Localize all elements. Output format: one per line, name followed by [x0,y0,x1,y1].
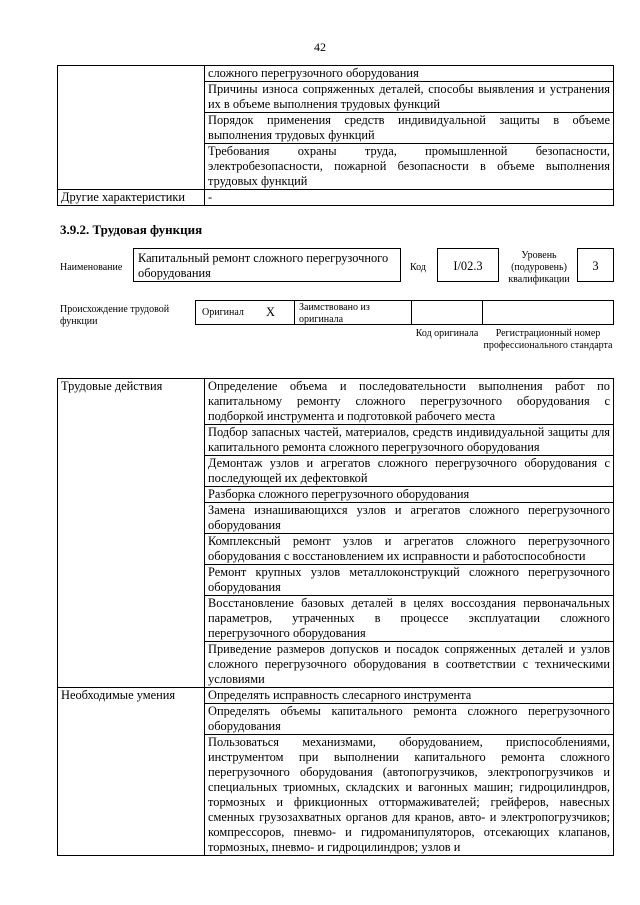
original-mark: X [266,305,275,319]
code-original-box [411,300,483,325]
labor-action-item: Ремонт крупных узлов металлоконструкций сложного перегрузочного оборудования [205,565,614,596]
labor-action-item: Разборка сложного перегрузочного оборудования [205,487,614,503]
other-characteristics-label: Другие характеристики [58,190,205,206]
other-characteristics-value: - [205,190,614,206]
code-original-label: Код оригинала [415,328,479,339]
labor-actions-label: Трудовые действия [58,379,205,688]
labor-action-item: Замена изнашивающихся узлов и агрегатов сложного перегрузочного оборудования [205,503,614,534]
reg-number-label: Регистрационный номер профессионального стандарта [483,328,613,351]
labor-action-item: Восстановление базовых деталей в целях воссоздания первоначальных параметров, утраченных в процессе эксплуатации сложного перегрузочного оборудования [205,596,614,642]
labor-action-item: Комплексный ремонт узлов и агрегатов сложного перегрузочного оборудования с восстановлением их исправности и работоспособности [205,534,614,565]
code-label: Код [410,262,426,273]
labor-action-item: Приведение размеров допусков и посадок сопряженных деталей и узлов сложного перегрузочного оборудования в соответствии с техническими условиями [205,642,614,688]
origin-label: Происхождение трудовой функции [60,304,170,327]
original-box [195,300,295,325]
required-skills-label: Необходимые умения [58,688,205,856]
skill-item: Пользоваться механизмами, оборудованием, приспособлениями, инструментом при выполнении капитального ремонта сложного перегрузочного оборудования (автопогрузчиков, электропогрузчиков и специальных триомных, складских и вагонных машин; гидроцилиндров, тормозных и фрикционных оттормаживателей; грейферов, навесных сменных грузозахватных органов для кранов, авто- и электропогрузчиков; компрессоров, пневмо- и гидроманипуляторов, отсекающих клапанов, тормозных, пневмо- и гидроцилиндров; узлов и [205,735,614,856]
table-cell-item: Требования охраны труда, промышленной безопасности, электробезопасности, пожарной безопасности в объеме выполнения трудовых функций [205,144,614,190]
function-name-value: Капитальный ремонт сложного перегрузочного оборудования [133,248,401,282]
skill-item: Определять объемы капитального ремонта сложного перегрузочного оборудования [205,704,614,735]
table-cell-item: сложного перегрузочного оборудования [205,66,614,82]
table-cell-label [58,66,205,190]
page-number: 42 [314,40,326,54]
name-label: Наименование [60,262,123,273]
labor-function-table [57,378,614,856]
labor-action-item: Определение объема и последовательности выполнения работ по капитальному ремонту сложного перегрузочного оборудования с подборкой инструмента и подготовкой рабочего места [205,379,614,425]
level-value: 3 [577,248,614,282]
code-value: I/02.3 [437,248,499,282]
top-requirements-table [57,65,614,206]
borrowed-box: Заимствовано из оригинала [294,300,412,325]
original-label: Оригинал [202,307,244,318]
section-title: 3.9.2. Трудовая функция [60,222,203,237]
skill-item: Определять исправность слесарного инструмента [205,688,614,704]
labor-action-item: Подбор запасных частей, материалов, средств индивидуальной защиты для капитального ремонта сложного перегрузочного оборудования [205,425,614,456]
labor-action-item: Демонтаж узлов и агрегатов сложного перегрузочного оборудования с последующей их дефектовкой [205,456,614,487]
reg-number-box [482,300,614,325]
level-label: Уровень (подуровень) квалификации [508,250,570,285]
table-cell-item: Причины износа сопряженных деталей, способы выявления и устранения их в объеме выполнения трудовых функций [205,82,614,113]
table-cell-item: Порядок применения средств индивидуальной защиты в объеме выполнения трудовых функций [205,113,614,144]
